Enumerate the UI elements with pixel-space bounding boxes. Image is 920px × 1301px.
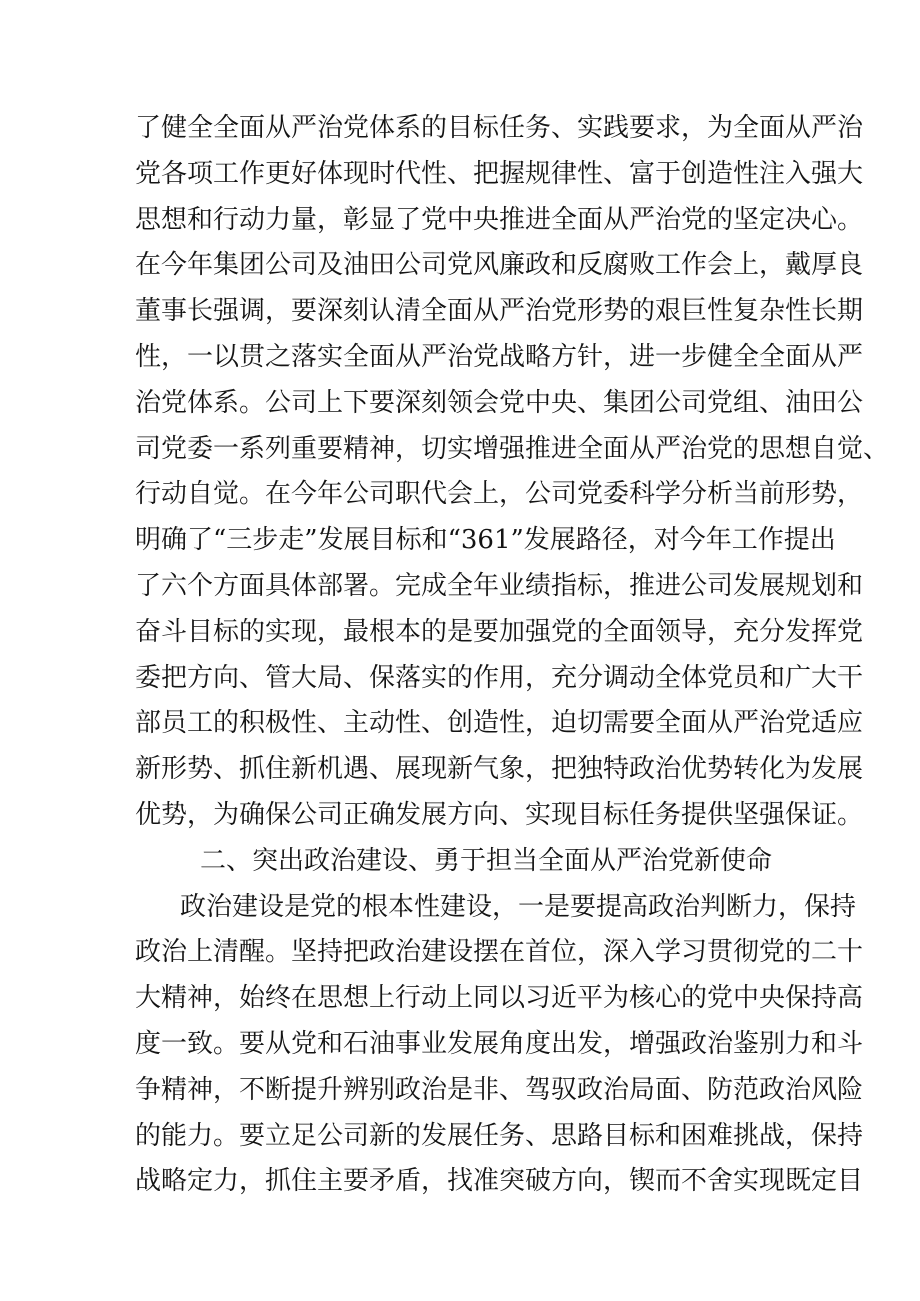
text-line: 了六个方面具体部署。完成全年业绩指标，推进公司发展规划和 <box>135 570 864 601</box>
text-line: 治党体系。公司上下要深刻领会党中央、集团公司党组、油田公 <box>135 387 864 418</box>
text-line: 在今年集团公司及油田公司党风廉政和反腐败工作会上，戴厚良 <box>135 250 864 281</box>
text-line: 政治上清醒。坚持把政治建设摆在首位，深入学习贯彻党的二十 <box>135 937 864 968</box>
text-line: 大精神，始终在思想上行动上同以习近平为核心的党中央保持高 <box>135 983 864 1014</box>
text-line: 性，一以贯之落实全面从严治党战略方针，进一步健全全面从严 <box>135 341 864 372</box>
text-line: 奋斗目标的实现，最根本的是要加强党的全面领导，充分发挥党 <box>135 616 864 647</box>
text-line: 行动自觉。在今年公司职代会上，公司党委科学分析当前形势， <box>135 479 864 510</box>
paragraph-political-construction <box>135 885 864 1206</box>
text-line: 度一致。要从党和石油事业发展角度出发，增强政治鉴别力和斗 <box>135 1028 864 1059</box>
paragraph-continued <box>135 106 890 839</box>
section-heading: 二、突出政治建设、勇于担当全面从严治党新使命 <box>200 845 773 876</box>
text-line: 新形势、抓住新机遇、展现新气象，把独特政治优势转化为发展 <box>135 754 864 785</box>
text-line: 明确了“三步走”发展目标和“361”发展路径，对今年工作提出 <box>135 525 836 556</box>
text-line: 优势，为确保公司正确发展方向、实现目标任务提供坚强保证。 <box>135 799 864 830</box>
text-line: 思想和行动力量，彰显了党中央推进全面从严治党的坚定决心。 <box>135 204 864 235</box>
text-line: 的能力。要立足公司新的发展任务、思路目标和困难挑战，保持 <box>135 1120 864 1151</box>
text-line: 党各项工作更好体现时代性、把握规律性、富于创造性注入强大 <box>135 158 864 189</box>
text-line: 委把方向、管大局、保落实的作用，充分调动全体党员和广大干 <box>135 662 864 693</box>
text-line: 董事长强调，要深刻认清全面从严治党形势的艰巨性复杂性长期 <box>135 296 864 327</box>
text-line: 政治建设是党的根本性建设，一是要提高政治判断力，保持 <box>180 891 857 922</box>
text-line: 战略定力，抓住主要矛盾，找准突破方向，锲而不舍实现既定目 <box>135 1166 864 1197</box>
text-line: 争精神，不断提升辨别政治是非、驾驭政治局面、防范政治风险 <box>135 1074 864 1105</box>
text-line: 司党委一系列重要精神，切实增强推进全面从严治党的思想自觉、 <box>135 433 890 464</box>
text-line: 了健全全面从严治党体系的目标任务、实践要求，为全面从严治 <box>135 113 864 143</box>
text-line: 部员工的积极性、主动性、创造性，迫切需要全面从严治党适应 <box>135 708 864 739</box>
document-body <box>135 106 890 1205</box>
